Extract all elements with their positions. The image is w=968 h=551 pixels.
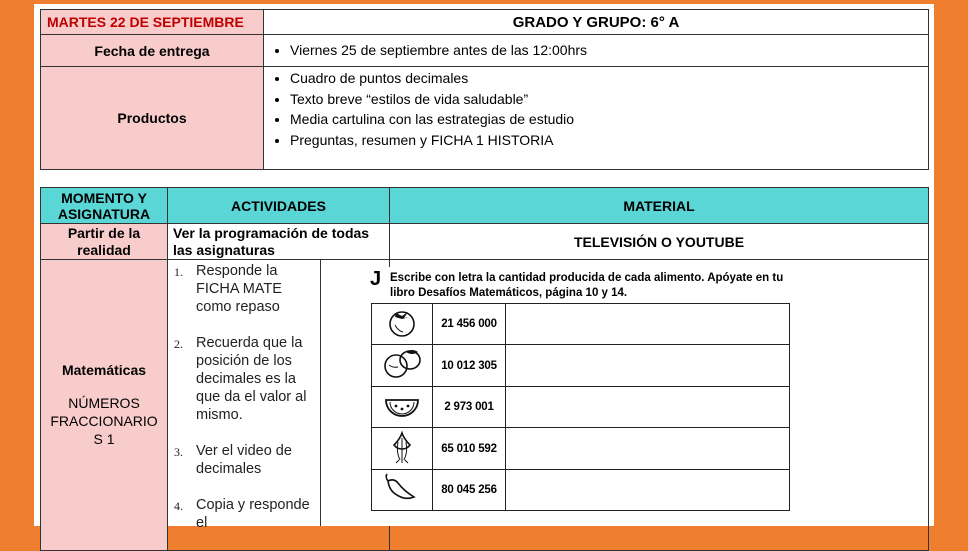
table-row bbox=[372, 345, 790, 387]
moment-cell bbox=[41, 224, 168, 260]
product-item: • Texto breve “estilos de vida saludable” bbox=[290, 89, 928, 110]
food-value: 21 456 000 bbox=[433, 304, 506, 345]
step-number: 1. bbox=[174, 265, 183, 279]
food-table bbox=[371, 303, 790, 511]
answer-cell[interactable] bbox=[506, 345, 790, 387]
products-label-cell bbox=[41, 67, 264, 170]
step-item bbox=[168, 334, 318, 424]
exercise-header bbox=[370, 268, 790, 301]
step-item bbox=[168, 496, 318, 532]
steps-list bbox=[168, 262, 318, 532]
step-number: 2. bbox=[174, 337, 183, 351]
products-label: Productos bbox=[117, 110, 187, 126]
header-material bbox=[390, 188, 929, 224]
step-number: 4. bbox=[174, 499, 183, 513]
delivery-label: Fecha de entrega bbox=[94, 42, 210, 59]
subject-cell bbox=[41, 260, 168, 551]
activity-cell bbox=[168, 224, 390, 260]
activity-text: Ver la programación de todas las asignaturas bbox=[173, 224, 370, 258]
table-row bbox=[372, 470, 790, 511]
step-text: Ver el video de decimales bbox=[196, 443, 292, 477]
products-list-cell bbox=[264, 67, 929, 170]
exercise-mark: J bbox=[370, 268, 382, 290]
product-item: • Cuadro de puntos decimales bbox=[290, 68, 928, 89]
step-number: 3. bbox=[174, 445, 183, 459]
moment-text: Partir de la realidad bbox=[67, 224, 141, 258]
header-material-text: MATERIAL bbox=[623, 197, 695, 214]
product-item: • Media cartulina con las estrategias de estudio bbox=[290, 109, 928, 130]
food-value: 10 012 305 bbox=[433, 345, 506, 387]
step-text: Copia y responde el bbox=[196, 497, 310, 531]
exercise-instruction: Escribe con letra la cantidad producida de cada alimento. Apóyate en tu libro Desafíos Matemáticos, página 10 y 14. bbox=[390, 272, 784, 299]
answer-cell[interactable] bbox=[506, 470, 790, 511]
info-table bbox=[40, 9, 929, 170]
table-row bbox=[372, 428, 790, 470]
answer-cell[interactable] bbox=[506, 428, 790, 470]
food-value: 65 010 592 bbox=[433, 428, 506, 470]
step-text: Recuerda que la posición de los decimales es la que da el valor al mismo. bbox=[196, 335, 307, 423]
chili-icon bbox=[372, 470, 433, 511]
tomato-icon bbox=[372, 304, 433, 345]
table-row bbox=[372, 387, 790, 428]
header-moment-text: MOMENTO Y ASIGNATURA bbox=[57, 189, 151, 222]
step-text: Responde la FICHA MATE como repaso bbox=[196, 263, 282, 315]
answer-cell[interactable] bbox=[506, 304, 790, 345]
grade-cell bbox=[264, 10, 929, 35]
step-item bbox=[168, 262, 318, 316]
exercise-image bbox=[362, 267, 802, 526]
delivery-item: • Viernes 25 de septiembre antes de las 12:00hrs bbox=[290, 40, 928, 61]
food-value: 80 045 256 bbox=[433, 470, 506, 511]
table-row bbox=[372, 304, 790, 345]
food-value: 2 973 001 bbox=[433, 387, 506, 428]
activity-divider bbox=[320, 260, 321, 526]
material-text: TELEVISIÓN O YOUTUBE bbox=[573, 233, 745, 250]
header-activities bbox=[168, 188, 390, 224]
date-cell bbox=[41, 10, 264, 35]
delivery-label-cell bbox=[41, 35, 264, 67]
delivery-value-cell bbox=[264, 35, 929, 67]
material-cell bbox=[390, 224, 929, 260]
answer-cell[interactable] bbox=[506, 387, 790, 428]
onion-icon bbox=[372, 428, 433, 470]
grade-text: GRADO Y GRUPO: 6° A bbox=[512, 13, 680, 31]
date-text: MARTES 22 DE SEPTIEMBRE bbox=[47, 14, 244, 30]
watermelon-icon bbox=[372, 387, 433, 428]
header-activities-text: ACTIVIDADES bbox=[231, 197, 326, 214]
fruit-icon bbox=[372, 345, 433, 387]
product-item: • Preguntas, resumen y FICHA 1 HISTORIA bbox=[290, 130, 928, 151]
subject-topic: NÚMEROS FRACCIONARIO S 1 bbox=[50, 395, 158, 447]
header-moment bbox=[41, 188, 168, 224]
steps-cell bbox=[168, 260, 390, 551]
subject-title: Matemáticas bbox=[61, 362, 147, 378]
step-item bbox=[168, 442, 318, 478]
